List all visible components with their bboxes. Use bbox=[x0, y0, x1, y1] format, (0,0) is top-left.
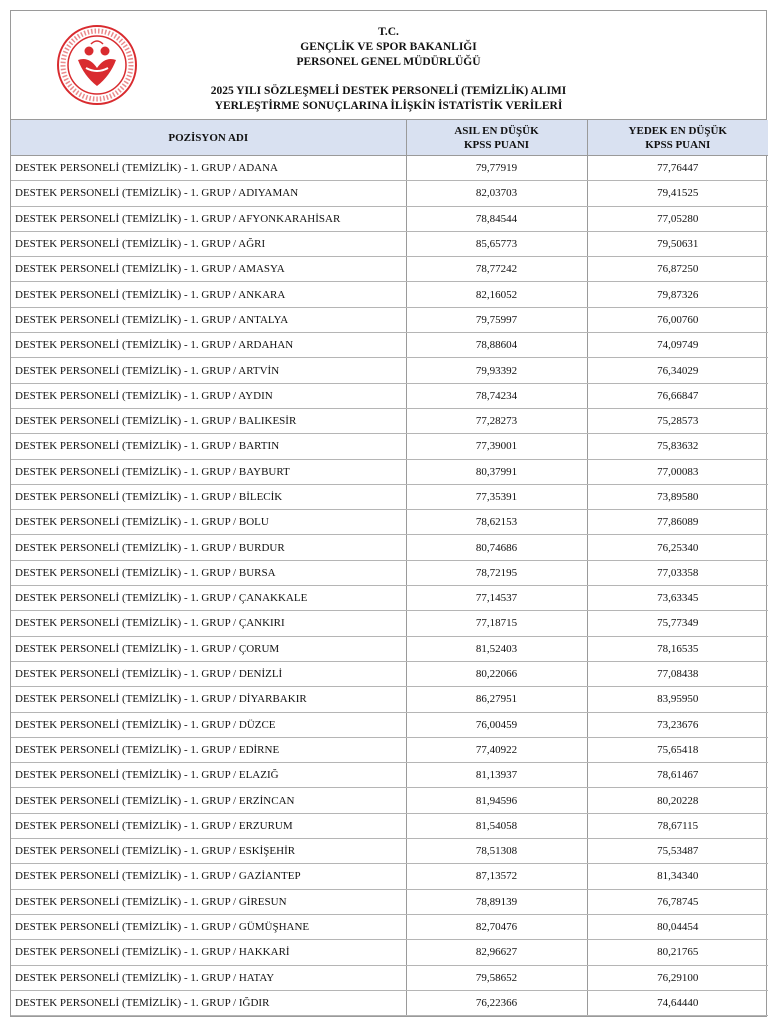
title-line-recruitment: 2025 YILI SÖZLEŞMELİ DESTEK PERSONELİ (TEMİZLİK) ALIMI bbox=[210, 85, 567, 97]
yedek-score-cell: 81,34340 bbox=[587, 864, 768, 889]
position-cell: DESTEK PERSONELİ (TEMİZLİK) - 1. GRUP / AĞRI bbox=[11, 231, 406, 256]
table-row bbox=[11, 459, 768, 484]
yedek-score-cell: 76,66847 bbox=[587, 383, 768, 408]
position-cell: DESTEK PERSONELİ (TEMİZLİK) - 1. GRUP / DÜZCE bbox=[11, 712, 406, 737]
table-row bbox=[11, 763, 768, 788]
title-line-directorate: PERSONEL GENEL MÜDÜRLÜĞÜ bbox=[296, 56, 481, 68]
yedek-score-cell: 77,76447 bbox=[587, 156, 768, 181]
asil-score-cell: 77,35391 bbox=[406, 484, 587, 509]
table-row bbox=[11, 358, 768, 383]
yedek-score-cell: 77,03358 bbox=[587, 560, 768, 585]
document-header bbox=[11, 11, 766, 120]
column-header-yedek: YEDEK EN DÜŞÜK KPSS PUANI bbox=[587, 120, 768, 156]
yedek-score-cell: 83,95950 bbox=[587, 687, 768, 712]
table-row bbox=[11, 940, 768, 965]
table-row bbox=[11, 434, 768, 459]
yedek-score-cell: 75,83632 bbox=[587, 434, 768, 459]
position-cell: DESTEK PERSONELİ (TEMİZLİK) - 1. GRUP / ARTVİN bbox=[11, 358, 406, 383]
position-cell: DESTEK PERSONELİ (TEMİZLİK) - 1. GRUP / ÇANKIRI bbox=[11, 611, 406, 636]
yedek-score-cell: 73,89580 bbox=[587, 484, 768, 509]
position-cell: DESTEK PERSONELİ (TEMİZLİK) - 1. GRUP / DENİZLİ bbox=[11, 661, 406, 686]
table-row bbox=[11, 636, 768, 661]
table-row bbox=[11, 231, 768, 256]
yedek-score-cell: 77,86089 bbox=[587, 510, 768, 535]
asil-score-cell: 82,03703 bbox=[406, 181, 587, 206]
asil-score-cell: 78,62153 bbox=[406, 510, 587, 535]
document-titles bbox=[11, 25, 766, 114]
asil-score-cell: 77,14537 bbox=[406, 586, 587, 611]
position-cell: DESTEK PERSONELİ (TEMİZLİK) - 1. GRUP / HATAY bbox=[11, 965, 406, 990]
table-row bbox=[11, 307, 768, 332]
yedek-score-cell: 74,64440 bbox=[587, 990, 768, 1015]
yedek-score-cell: 77,00083 bbox=[587, 459, 768, 484]
position-cell: DESTEK PERSONELİ (TEMİZLİK) - 1. GRUP / ELAZIĞ bbox=[11, 763, 406, 788]
yedek-score-cell: 73,23676 bbox=[587, 712, 768, 737]
asil-score-cell: 79,77919 bbox=[406, 156, 587, 181]
yedek-score-cell: 76,00760 bbox=[587, 307, 768, 332]
table-row bbox=[11, 737, 768, 762]
asil-score-cell: 78,89139 bbox=[406, 889, 587, 914]
yedek-score-cell: 75,53487 bbox=[587, 839, 768, 864]
asil-score-cell: 82,16052 bbox=[406, 282, 587, 307]
table-row bbox=[11, 181, 768, 206]
yedek-score-cell: 76,78745 bbox=[587, 889, 768, 914]
table-row bbox=[11, 611, 768, 636]
table-row bbox=[11, 408, 768, 433]
position-cell: DESTEK PERSONELİ (TEMİZLİK) - 1. GRUP / ARDAHAN bbox=[11, 333, 406, 358]
position-cell: DESTEK PERSONELİ (TEMİZLİK) - 1. GRUP / BALIKESİR bbox=[11, 408, 406, 433]
table-row bbox=[11, 864, 768, 889]
asil-score-cell: 78,74234 bbox=[406, 383, 587, 408]
position-cell: DESTEK PERSONELİ (TEMİZLİK) - 1. GRUP / ADIYAMAN bbox=[11, 181, 406, 206]
table-row bbox=[11, 661, 768, 686]
yedek-score-cell: 76,87250 bbox=[587, 257, 768, 282]
asil-score-cell: 77,39001 bbox=[406, 434, 587, 459]
asil-score-cell: 77,28273 bbox=[406, 408, 587, 433]
table-row bbox=[11, 889, 768, 914]
position-cell: DESTEK PERSONELİ (TEMİZLİK) - 1. GRUP / ANKARA bbox=[11, 282, 406, 307]
yedek-score-cell: 78,61467 bbox=[587, 763, 768, 788]
table-row bbox=[11, 510, 768, 535]
position-cell: DESTEK PERSONELİ (TEMİZLİK) - 1. GRUP / BAYBURT bbox=[11, 459, 406, 484]
asil-score-cell: 76,22366 bbox=[406, 990, 587, 1015]
position-cell: DESTEK PERSONELİ (TEMİZLİK) - 1. GRUP / GİRESUN bbox=[11, 889, 406, 914]
asil-score-cell: 77,18715 bbox=[406, 611, 587, 636]
yedek-score-cell: 76,29100 bbox=[587, 965, 768, 990]
position-cell: DESTEK PERSONELİ (TEMİZLİK) - 1. GRUP / ESKİŞEHİR bbox=[11, 839, 406, 864]
position-cell: DESTEK PERSONELİ (TEMİZLİK) - 1. GRUP / IĞDIR bbox=[11, 990, 406, 1015]
position-cell: DESTEK PERSONELİ (TEMİZLİK) - 1. GRUP / HAKKARİ bbox=[11, 940, 406, 965]
position-cell: DESTEK PERSONELİ (TEMİZLİK) - 1. GRUP / ANTALYA bbox=[11, 307, 406, 332]
document-sheet bbox=[10, 10, 767, 1017]
yedek-score-cell: 80,20228 bbox=[587, 788, 768, 813]
asil-score-cell: 78,51308 bbox=[406, 839, 587, 864]
yedek-score-cell: 76,34029 bbox=[587, 358, 768, 383]
title-line-tc: T.C. bbox=[378, 26, 399, 38]
table-body bbox=[11, 156, 768, 1016]
position-cell: DESTEK PERSONELİ (TEMİZLİK) - 1. GRUP / GAZİANTEP bbox=[11, 864, 406, 889]
position-cell: DESTEK PERSONELİ (TEMİZLİK) - 1. GRUP / ERZURUM bbox=[11, 813, 406, 838]
yedek-score-cell: 73,63345 bbox=[587, 586, 768, 611]
asil-score-cell: 79,58652 bbox=[406, 965, 587, 990]
asil-score-cell: 82,70476 bbox=[406, 914, 587, 939]
asil-score-cell: 81,13937 bbox=[406, 763, 587, 788]
table-row bbox=[11, 788, 768, 813]
table-row bbox=[11, 965, 768, 990]
column-header-asil: ASIL EN DÜŞÜK KPSS PUANI bbox=[406, 120, 587, 156]
asil-score-cell: 79,93392 bbox=[406, 358, 587, 383]
yedek-score-cell: 78,16535 bbox=[587, 636, 768, 661]
table-row bbox=[11, 712, 768, 737]
asil-score-cell: 78,77242 bbox=[406, 257, 587, 282]
position-cell: DESTEK PERSONELİ (TEMİZLİK) - 1. GRUP / BİLECİK bbox=[11, 484, 406, 509]
position-cell: DESTEK PERSONELİ (TEMİZLİK) - 1. GRUP / BURSA bbox=[11, 560, 406, 585]
position-cell: DESTEK PERSONELİ (TEMİZLİK) - 1. GRUP / ÇORUM bbox=[11, 636, 406, 661]
table-header-row bbox=[11, 120, 768, 156]
table-row bbox=[11, 914, 768, 939]
column-header-position: POZİSYON ADI bbox=[11, 120, 406, 156]
asil-score-cell: 81,52403 bbox=[406, 636, 587, 661]
yedek-score-cell: 75,65418 bbox=[587, 737, 768, 762]
asil-score-cell: 87,13572 bbox=[406, 864, 587, 889]
table-row bbox=[11, 586, 768, 611]
yedek-score-cell: 80,04454 bbox=[587, 914, 768, 939]
asil-score-cell: 78,72195 bbox=[406, 560, 587, 585]
table-row bbox=[11, 535, 768, 560]
table-row bbox=[11, 206, 768, 231]
table-row bbox=[11, 156, 768, 181]
asil-score-cell: 81,94596 bbox=[406, 788, 587, 813]
asil-score-cell: 78,84544 bbox=[406, 206, 587, 231]
asil-score-cell: 78,88604 bbox=[406, 333, 587, 358]
table-row bbox=[11, 484, 768, 509]
asil-score-cell: 79,75997 bbox=[406, 307, 587, 332]
position-cell: DESTEK PERSONELİ (TEMİZLİK) - 1. GRUP / BURDUR bbox=[11, 535, 406, 560]
results-table bbox=[11, 120, 768, 1016]
asil-score-cell: 81,54058 bbox=[406, 813, 587, 838]
yedek-score-cell: 76,25340 bbox=[587, 535, 768, 560]
yedek-score-cell: 79,50631 bbox=[587, 231, 768, 256]
position-cell: DESTEK PERSONELİ (TEMİZLİK) - 1. GRUP / DİYARBAKIR bbox=[11, 687, 406, 712]
asil-score-cell: 76,00459 bbox=[406, 712, 587, 737]
position-cell: DESTEK PERSONELİ (TEMİZLİK) - 1. GRUP / AFYONKARAHİSAR bbox=[11, 206, 406, 231]
title-line-statistics: YERLEŞTİRME SONUÇLARINA İLİŞKİN İSTATİSTİK VERİLERİ bbox=[214, 100, 563, 112]
yedek-score-cell: 80,21765 bbox=[587, 940, 768, 965]
yedek-score-cell: 78,67115 bbox=[587, 813, 768, 838]
yedek-score-cell: 75,77349 bbox=[587, 611, 768, 636]
table-row bbox=[11, 383, 768, 408]
position-cell: DESTEK PERSONELİ (TEMİZLİK) - 1. GRUP / BOLU bbox=[11, 510, 406, 535]
asil-score-cell: 85,65773 bbox=[406, 231, 587, 256]
yedek-score-cell: 79,41525 bbox=[587, 181, 768, 206]
asil-score-cell: 77,40922 bbox=[406, 737, 587, 762]
table-row bbox=[11, 687, 768, 712]
asil-score-cell: 82,96627 bbox=[406, 940, 587, 965]
asil-score-cell: 80,22066 bbox=[406, 661, 587, 686]
position-cell: DESTEK PERSONELİ (TEMİZLİK) - 1. GRUP / EDİRNE bbox=[11, 737, 406, 762]
position-cell: DESTEK PERSONELİ (TEMİZLİK) - 1. GRUP / BARTIN bbox=[11, 434, 406, 459]
position-cell: DESTEK PERSONELİ (TEMİZLİK) - 1. GRUP / GÜMÜŞHANE bbox=[11, 914, 406, 939]
yedek-score-cell: 77,05280 bbox=[587, 206, 768, 231]
table-row bbox=[11, 257, 768, 282]
asil-score-cell: 80,74686 bbox=[406, 535, 587, 560]
table-row bbox=[11, 282, 768, 307]
asil-score-cell: 86,27951 bbox=[406, 687, 587, 712]
yedek-score-cell: 79,87326 bbox=[587, 282, 768, 307]
position-cell: DESTEK PERSONELİ (TEMİZLİK) - 1. GRUP / ERZİNCAN bbox=[11, 788, 406, 813]
title-line-ministry: GENÇLİK VE SPOR BAKANLIĞI bbox=[300, 41, 477, 53]
position-cell: DESTEK PERSONELİ (TEMİZLİK) - 1. GRUP / AMASYA bbox=[11, 257, 406, 282]
yedek-score-cell: 74,09749 bbox=[587, 333, 768, 358]
table-row bbox=[11, 813, 768, 838]
table-row bbox=[11, 839, 768, 864]
position-cell: DESTEK PERSONELİ (TEMİZLİK) - 1. GRUP / ADANA bbox=[11, 156, 406, 181]
asil-score-cell: 80,37991 bbox=[406, 459, 587, 484]
position-cell: DESTEK PERSONELİ (TEMİZLİK) - 1. GRUP / ÇANAKKALE bbox=[11, 586, 406, 611]
yedek-score-cell: 77,08438 bbox=[587, 661, 768, 686]
table-row bbox=[11, 333, 768, 358]
position-cell: DESTEK PERSONELİ (TEMİZLİK) - 1. GRUP / AYDIN bbox=[11, 383, 406, 408]
table-row bbox=[11, 560, 768, 585]
table-row bbox=[11, 990, 768, 1015]
yedek-score-cell: 75,28573 bbox=[587, 408, 768, 433]
